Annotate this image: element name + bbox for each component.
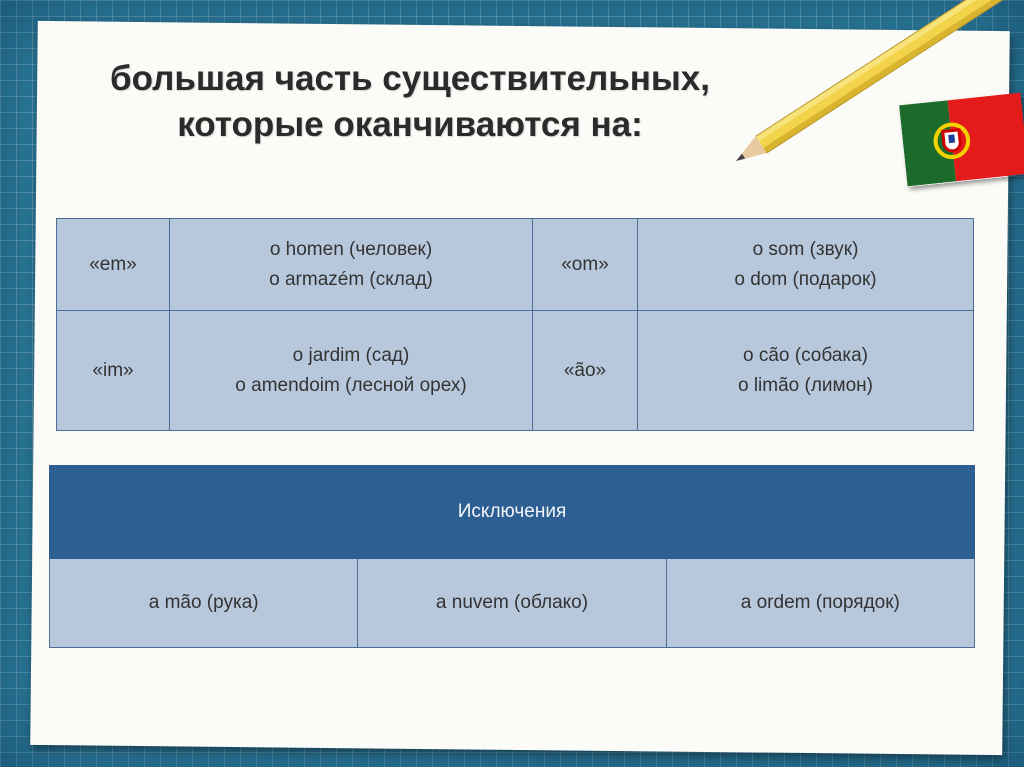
ending-label: «em» [89, 253, 137, 275]
exception-item: a ordem (порядок) [666, 559, 974, 648]
example-text: o som (звук) [752, 239, 859, 261]
ending-label: «ão» [563, 359, 607, 381]
example-text: o dom (подарок) [734, 268, 877, 290]
table-row [57, 311, 974, 431]
table-row [57, 219, 974, 311]
examples-cell [170, 311, 533, 431]
example-text: o armazém (склад) [269, 268, 433, 290]
ending-cell [533, 219, 638, 311]
example-text: o amendoim (лесной орех) [235, 374, 467, 396]
example-text: o jardim (сад) [292, 345, 410, 367]
slide-title [40, 56, 780, 147]
exceptions-row [50, 559, 975, 648]
exceptions-header: Исключения [50, 466, 975, 559]
example-text: o cão (собака) [742, 345, 868, 367]
exceptions-table [49, 465, 975, 648]
examples-cell [638, 311, 974, 431]
exception-item: a nuvem (облако) [358, 559, 666, 648]
ending-label: «im» [92, 359, 134, 381]
exceptions-header-row [50, 466, 975, 559]
title-line-2: которые оканчиваются на: [177, 104, 643, 144]
ending-cell [533, 311, 638, 431]
title-line-1: большая часть существительных, [110, 59, 710, 98]
endings-table [56, 218, 974, 431]
exception-item: a mão (рука) [50, 559, 358, 648]
portugal-flag-icon [899, 92, 1024, 187]
examples-cell [170, 219, 533, 311]
example-text: o homen (человек) [269, 239, 433, 261]
examples-cell [638, 219, 974, 311]
ending-label: «om» [561, 253, 609, 275]
ending-cell [57, 311, 170, 431]
example-text: o limão (лимон) [737, 374, 873, 396]
ending-cell [57, 219, 170, 311]
